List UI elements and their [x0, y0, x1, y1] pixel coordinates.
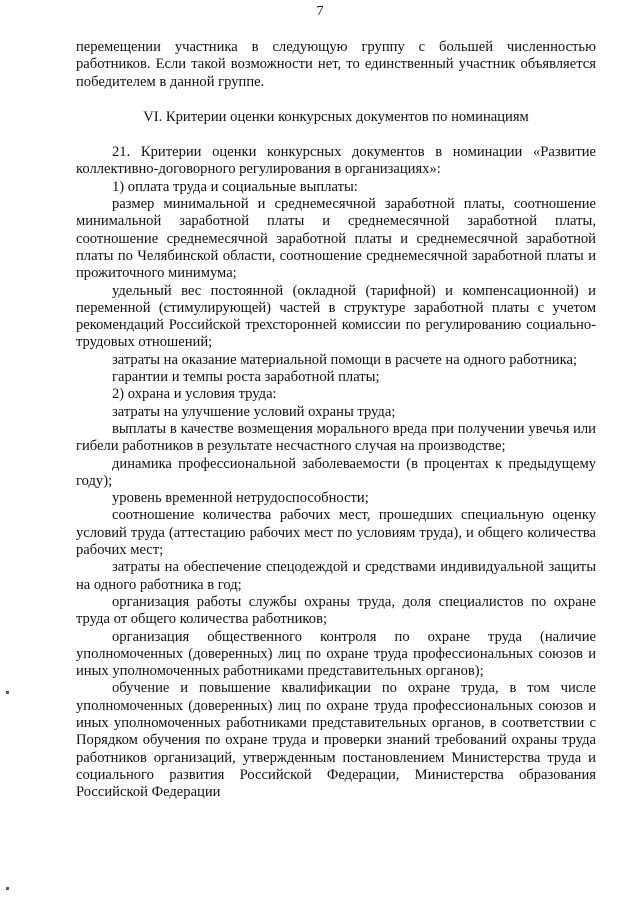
paragraph-criteria-intro: 21. Критерии оценки конкурсных документов в номинации «Развитие коллективно-договорного регулирования в организациях»:	[76, 144, 596, 178]
list-item: обучение и повышение квалификации по охране труда, в том числе уполномоченных (доверенных) лиц по охране труда профессиональных союзов и иных уполномоченных работниками представительных органов, в соответствии с Порядком обучения по охране труда и проверки знаний требований охраны труда работников организаций, утвержденным постановлением Министерства труда и социального развития Российской Федерации, Министерства образования Российской Федерации	[76, 680, 596, 801]
scan-margin-mark	[6, 691, 9, 694]
document-body	[76, 39, 596, 801]
page-number: 7	[316, 4, 324, 19]
list-item: затраты на улучшение условий охраны труда;	[112, 403, 396, 420]
list-item: соотношение количества рабочих мест, прошедших специальную оценку условий труда (аттестацию рабочих мест по условиям труда), и общего количества рабочих мест;	[76, 507, 596, 559]
list-item: затраты на оказание материальной помощи в расчете на одного работника;	[112, 351, 578, 368]
paragraph-continuation: перемещении участника в следующую группу с большей численностью работников. Если такой возможности нет, то единственный участник объявляется победителем в данной группе.	[76, 39, 596, 90]
list-item: затраты на обеспечение спецодеждой и средствами индивидуальной защиты на одного работника в год;	[76, 559, 596, 593]
list-item: уровень временной нетрудоспособности;	[112, 490, 369, 507]
list-item: гарантии и темпы роста заработной платы;	[112, 369, 380, 386]
list-item: динамика профессиональной заболеваемости (в процентах к предыдущему году);	[76, 455, 596, 489]
list-item: организация общественного контроля по охране труда (наличие уполномоченных (доверенных) лиц по охране труда профессиональных союзов и иных уполномоченных работниками представительных органов);	[76, 628, 596, 680]
list-item-wages-heading: 1) оплата труда и социальные выплаты:	[112, 178, 358, 195]
section-heading: VI. Критерии оценки конкурсных документов по номинациям	[143, 108, 529, 125]
list-item: удельный вес постоянной (окладной (тарифной) и компенсационной) и переменной (стимулирующей) частей в структуре заработной платы с учетом рекомендаций Российской трехсторонней комиссии по регулированию социально-трудовых отношений;	[76, 282, 596, 351]
list-item-labor-protection-heading: 2) охрана и условия труда:	[112, 386, 277, 403]
list-item: организация работы службы охраны труда, доля специалистов по охране труда от общего количества работников;	[76, 593, 596, 628]
scan-margin-mark	[6, 887, 9, 890]
list-item: размер минимальной и среднемесячной заработной платы, соотношение минимальной заработной платы и среднемесячной заработной платы, соотношение среднемесячной заработной платы и среднемесячной заработной платы по Челябинской области, соотношение среднемесячной заработной платы и прожиточного минимума;	[76, 196, 596, 282]
list-item: выплаты в качестве возмещения морального вреда при получении увечья или гибели работников в результате несчастного случая на производстве;	[76, 420, 596, 455]
